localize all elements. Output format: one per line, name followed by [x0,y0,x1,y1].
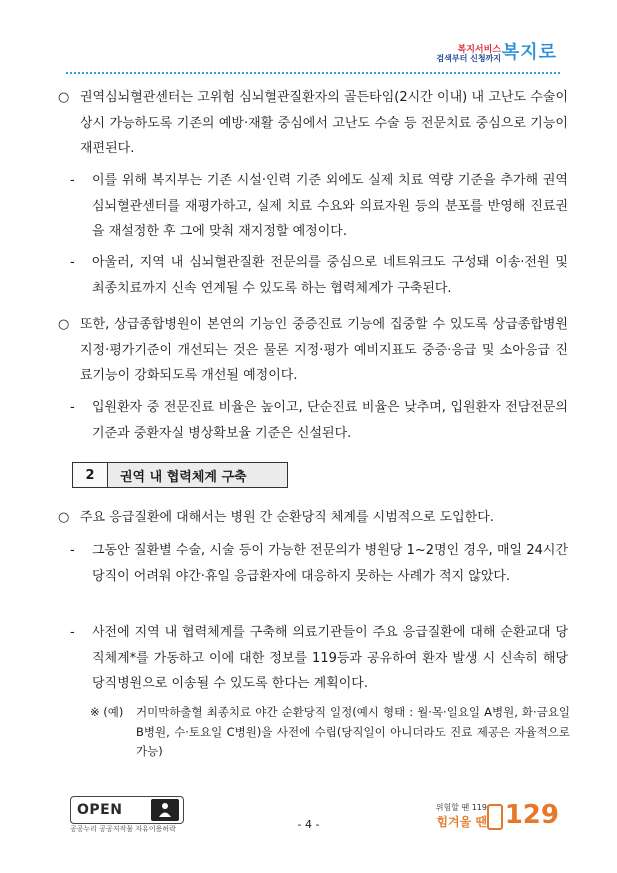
open-label: OPEN [77,802,123,818]
hotline-caption: 위험할 땐 119 [435,803,487,812]
paragraph-text: 입원환자 중 전문진료 비율은 높이고, 단순진료 비율은 낮추며, 입원환자 전담전문의 기준과 중환자실 병상확보율 기준은 신설된다. [92,400,568,441]
paragraph-2 [70,168,568,245]
paragraph-5 [70,395,568,446]
section-header [72,462,288,488]
paragraph-3 [70,250,568,301]
open-caption: 공공누리 공공저작물 자유이용허락 [70,825,176,833]
phone-icon [487,804,503,830]
note-text: 거미막하출혈 최종치료 야간 순환당직 일정(예시 형태 : 월·목·일요일 A병원, 화·금요일 B병원, 수·토요일 C병원)을 사전에 수립(당직일이 아니더라도 진료 제공은 자율적으로 가능) [136,705,570,758]
hotline-number: 129 [504,800,559,830]
paragraph-text: 그동안 질환별 수술, 시술 등이 가능한 전문의가 병원당 1~2명인 경우, 매일 24시간 당직이 어려워 야간·휴일 응급환자에 대응하지 못하는 사례가 적지 않았다. [92,543,568,584]
footnote [90,703,570,762]
header-tagline-1: 복지서비스 [457,45,501,55]
paragraph-text: 주요 응급질환에 대해서는 병원 간 순환당직 체계를 시범적으로 도입한다. [80,510,494,525]
paragraph-8 [70,620,568,697]
dash-bullet: - [70,543,75,558]
paragraph-6 [58,505,568,531]
paragraph-text: 사전에 지역 내 협력체계를 구축해 의료기관들이 주요 응급질환에 대해 순환교대 당직체계*를 가동하고 이에 대한 정보를 119등과 공유하여 환자 발생 시 신속히 해당 당직병원으로 이송될 수 있도록 한다는 계획이다. [92,625,568,691]
paragraph-text: 이를 위해 복지부는 기존 시설·인력 기준 외에도 실제 치료 역량 기준을 추가해 권역심뇌혈관센터를 재평가하고, 실제 치료 수요와 의료자원 등의 분포를 반영해 진료권을 재설정한 후 그에 맞춰 재지정할 예정이다. [92,173,568,239]
dash-bullet: - [70,173,75,188]
dash-bullet: - [70,255,75,270]
dash-bullet: - [70,400,75,415]
paragraph-text: 아울러, 지역 내 심뇌혈관질환 전문의를 중심으로 네트워크도 구성돼 이송·전원 및 최종치료까지 신속 연계될 수 있도록 하는 협력체계가 구축된다. [92,255,568,296]
section-number: 2 [73,463,108,487]
section-title: 권역 내 협력체계 구축 [120,469,247,485]
paragraph-text: 권역심뇌혈관센터는 고위험 심뇌혈관질환자의 골든타임(2시간 이내) 내 고난도 수술이 상시 가능하도록 기존의 예방·재활 중심에서 고난도 수술 등 전문치료 중심으로 기능이 재편된다. [80,90,568,156]
note-marker: ※ (예) [90,705,124,719]
paragraph-1 [58,85,568,162]
circle-bullet: ○ [58,90,70,105]
hotline-129-logo [419,800,559,832]
header-tagline-2: 검색부터 신청까지 [436,54,501,63]
hotline-slogan: 힘겨울 땐 [436,815,487,829]
paragraph-4 [58,312,568,389]
page-number: - 4 - [297,818,320,831]
paragraph-7 [70,538,568,589]
circle-bullet: ○ [58,510,70,525]
bokjiro-logo: 복지로 [501,42,557,63]
dash-bullet: - [70,625,75,640]
circle-bullet: ○ [58,317,70,332]
paragraph-text: 또한, 상급종합병원이 본연의 기능인 중증진료 기능에 집중할 수 있도록 상급종합병원 지정·평가기준이 개선되는 것은 물론 지정·평가 예비지표도 중증·응급 및 소아응급 진료기능이 강화되도록 개선될 예정이다. [80,317,568,383]
header-divider [66,72,560,74]
